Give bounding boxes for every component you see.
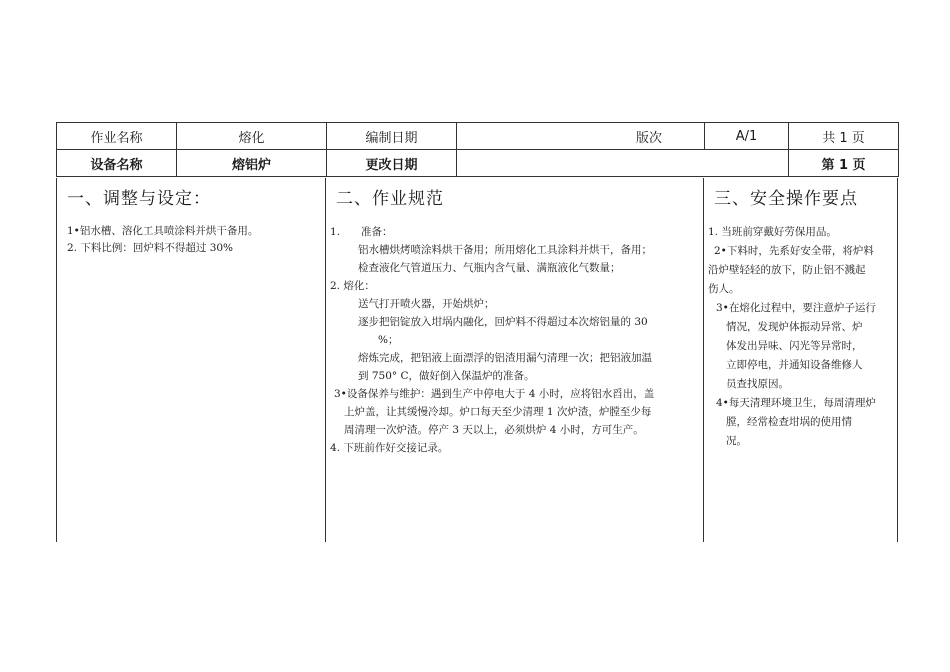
header-row-1 <box>57 123 899 150</box>
section2-line: 上炉盖，让其缓慢冷却。炉口每天至少清理 1 次炉渣，炉膛至少每 <box>344 406 652 418</box>
total-pages: 共 1 页 <box>789 123 899 150</box>
section3-line: 2•下料时，先系好安全带，将炉料 <box>714 245 874 257</box>
section1-line: 2. 下料比例：回炉料不得超过 30% <box>67 242 234 254</box>
section2-list <box>330 223 703 457</box>
edit-date-version-cell <box>457 123 705 150</box>
section1-line: 1•铝水槽、溶化工具喷涂料并烘干备用。 <box>67 225 259 237</box>
section2-line: 到 750° C，做好倒入保温炉的准备。 <box>358 370 535 382</box>
change-date-label: 更改日期 <box>327 150 457 177</box>
section2-line: 3•设备保养与维护：遇到生产中停电大于 4 小时，应将铝水舀出，盖 <box>334 388 655 400</box>
section2-line: 周清理一次炉渣。停产 3 天以上，必须烘炉 4 小时，方可生产。 <box>344 424 644 436</box>
section3-line: 膛，经常检查坩埚的使用情 <box>726 416 852 428</box>
header-table <box>56 122 899 177</box>
section1-title: 一、调整与设定： <box>67 189 211 209</box>
section2-line: 检查液化气管道压力、气瓶内含气量、满瓶液化气数量； <box>358 262 621 274</box>
job-name-label: 作业名称 <box>57 123 177 150</box>
section1-list <box>67 223 325 257</box>
section2-line: 1. 准备： <box>330 226 393 238</box>
page-number: 第 1 页 <box>789 150 899 177</box>
section3-list <box>708 223 897 451</box>
section3-line: 况。 <box>726 435 747 447</box>
section3-line: 员查找原因。 <box>726 378 789 390</box>
operation-spec-section <box>326 178 704 542</box>
safety-section <box>704 178 897 542</box>
section3-line: 情况，发现炉体振动异常、炉 <box>726 321 863 333</box>
content-area <box>56 178 898 542</box>
section2-title: 二、作业规范 <box>336 189 444 209</box>
version-label: 版次 <box>635 130 662 146</box>
edit-date-label: 编制日期 <box>327 123 457 150</box>
section3-line: 伤人。 <box>708 283 740 295</box>
section3-line: 体发出异味、闪光等异常时， <box>726 340 863 352</box>
adjustment-section <box>57 178 326 542</box>
section3-line: 4•每天清理环境卫生，每周清理炉 <box>716 397 876 409</box>
section2-line: 4. 下班前作好交接记录。 <box>330 442 449 454</box>
section2-line: 铝水槽烘烤喷涂料烘干备用；所用熔化工具涂料并烘干，备用； <box>358 244 652 256</box>
section2-line: 送气打开喷火器，开始烘炉； <box>358 298 495 310</box>
version-value: A/1 <box>705 123 789 150</box>
equipment-label: 设备名称 <box>57 150 177 177</box>
job-name-value: 熔化 <box>177 123 327 150</box>
work-instruction-sheet <box>56 122 898 542</box>
equipment-value: 熔铝炉 <box>177 150 327 177</box>
section3-line: 3•在熔化过程中，要注意炉子运行 <box>716 302 876 314</box>
section3-line: 立即停电，并通知设备维修人 <box>726 359 863 371</box>
section2-line: 熔炼完成，把铝液上面漂浮的铝渣用漏勺清理一次；把铝液加温 <box>358 352 652 364</box>
section3-title: 三、安全操作要点 <box>714 189 858 209</box>
change-date-value <box>457 150 789 177</box>
section3-line: 沿炉壁轻轻的放下，防止铝不溅起 <box>708 264 866 276</box>
section3-line: 1. 当班前穿戴好劳保用品。 <box>708 226 837 238</box>
header-row-2 <box>57 150 899 177</box>
section2-line: 逐步把铝锭放入坩埚内融化，回炉料不得超过本次熔铝量的 30 <box>358 316 648 328</box>
section2-line: 2. 熔化： <box>330 280 375 292</box>
section2-line: %； <box>378 334 399 346</box>
